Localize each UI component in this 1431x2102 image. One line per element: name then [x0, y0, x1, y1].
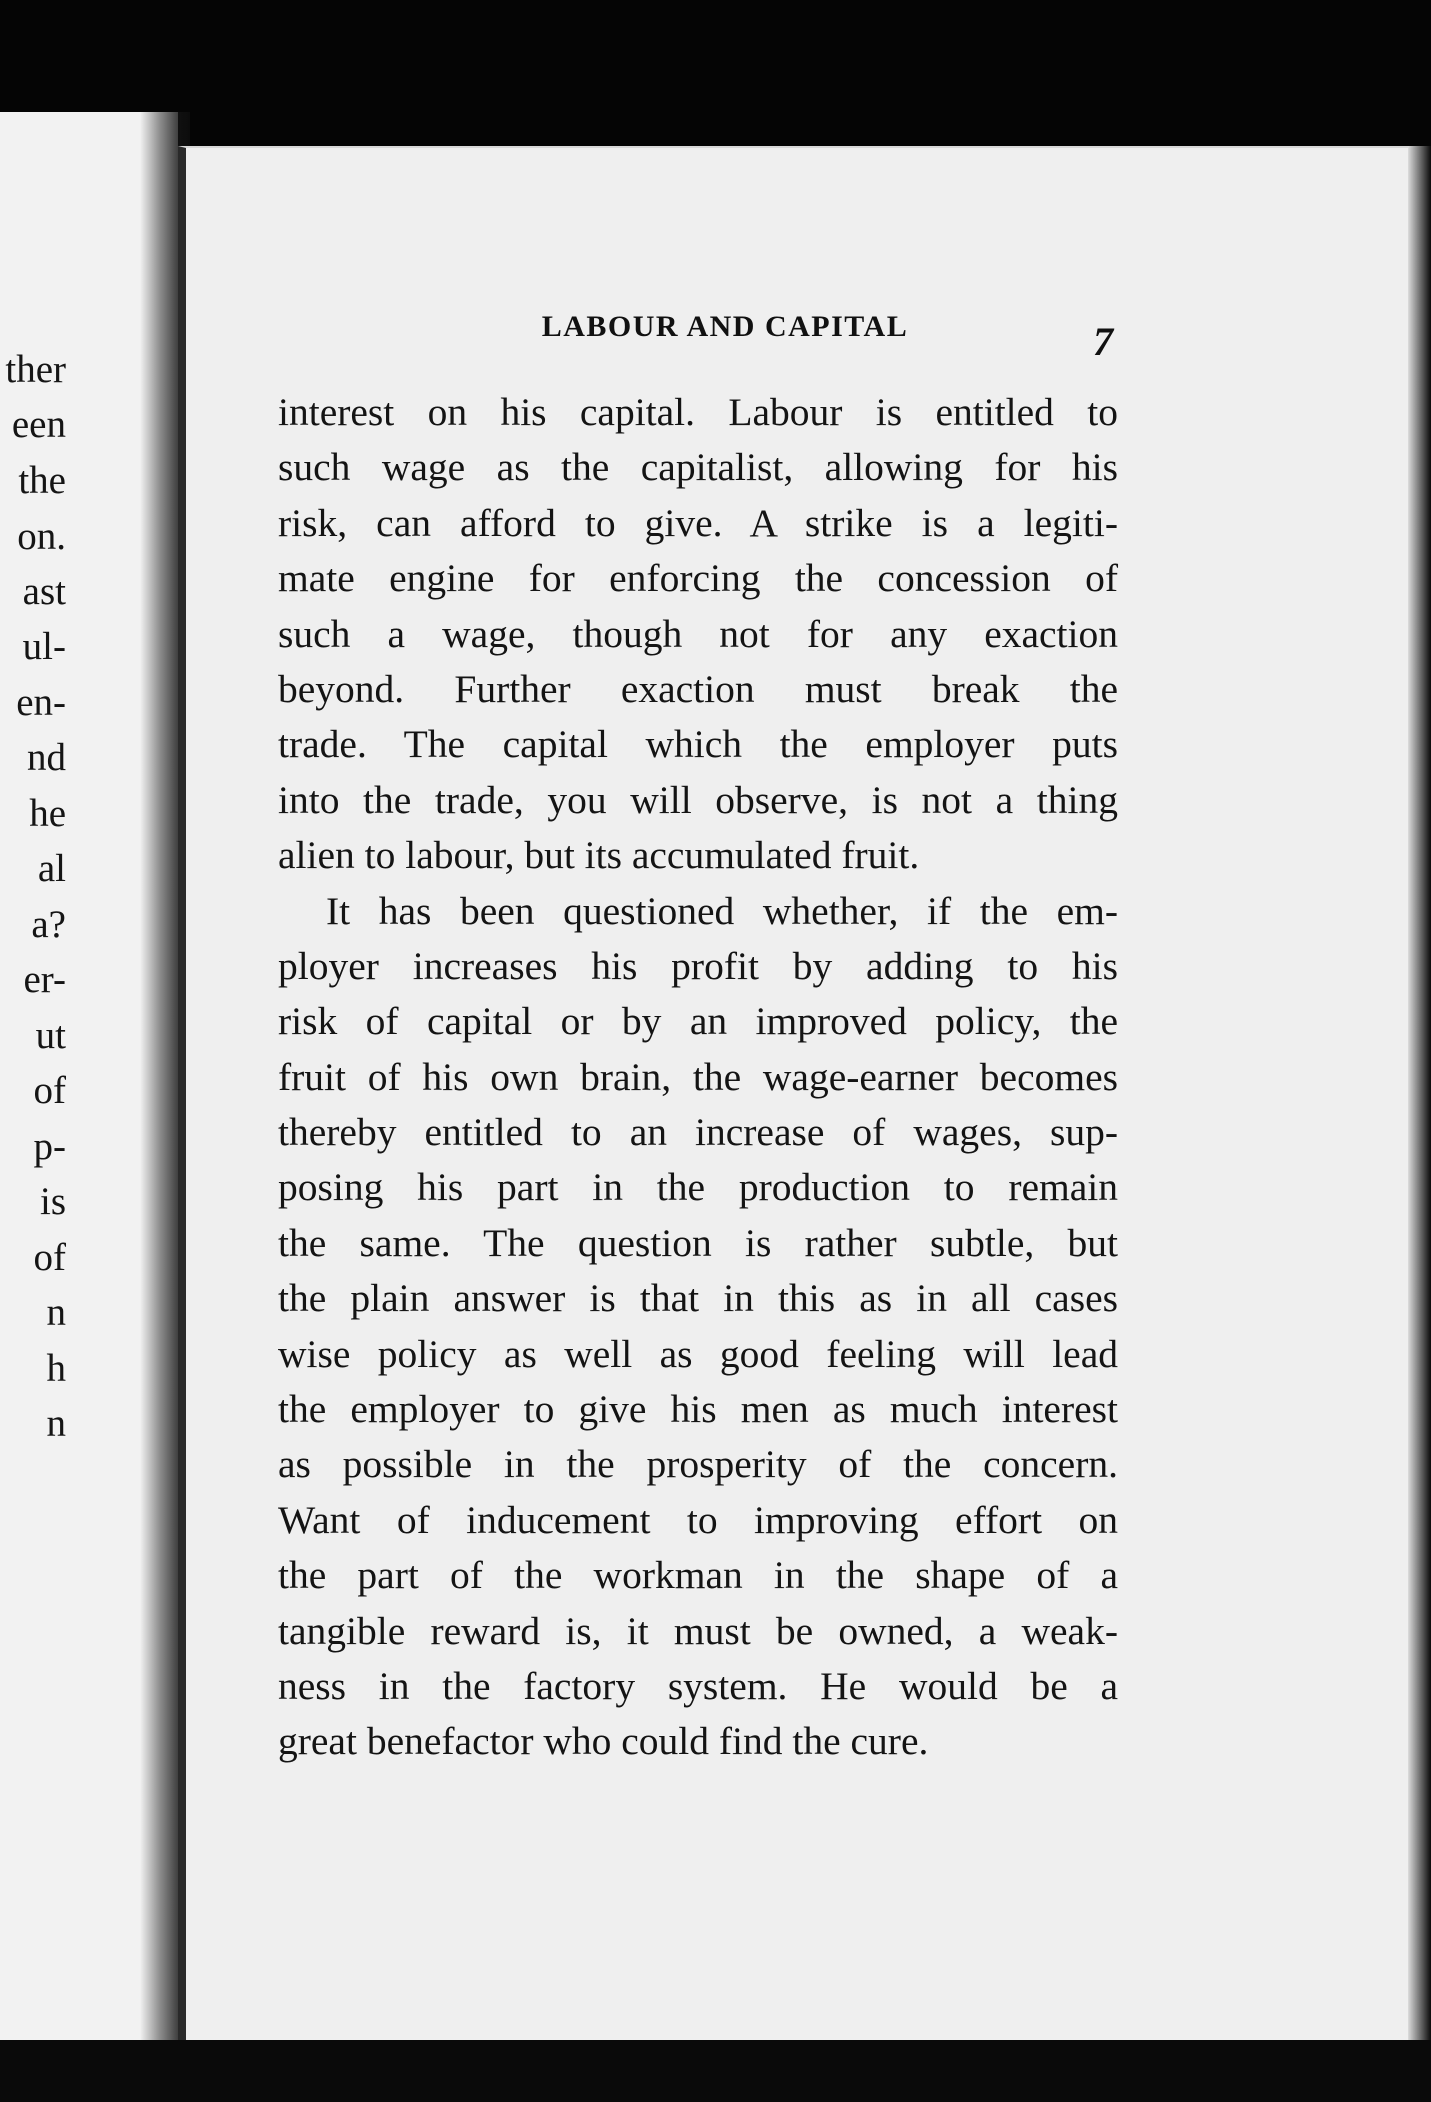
- scanner-background-top: [0, 0, 1431, 150]
- previous-page-fragment: al: [37, 847, 66, 890]
- paragraph: [278, 884, 1118, 1770]
- previous-page-fragment: ther: [5, 348, 66, 391]
- previous-page-fragment: a?: [31, 903, 66, 946]
- text-line: interest on his capital. Labour is entitled to: [278, 390, 1118, 434]
- text-line: great benefactor who could find the cure.: [278, 1719, 929, 1764]
- previous-page-fragment: en-: [16, 681, 66, 724]
- text-line: alien to labour, but its accumulated fruit.: [278, 833, 920, 878]
- previous-page-fragment: n: [46, 1291, 66, 1334]
- text-line: the part of the workman in the shape of a: [278, 1553, 1118, 1598]
- text-line: mate engine for enforcing the concession of: [278, 556, 1118, 601]
- text-line: as possible in the prosperity of the concern.: [278, 1442, 1118, 1487]
- text-line: posing his part in the production to remain: [278, 1165, 1118, 1210]
- previous-page-fragment: n: [46, 1402, 66, 1445]
- previous-page-fragment: p-: [33, 1125, 66, 1168]
- previous-page-fragment: is: [39, 1180, 66, 1223]
- previous-page-fragment: on.: [17, 515, 66, 558]
- previous-page-fragment: ast: [22, 570, 66, 613]
- text-line: risk, can afford to give. A strike is a legiti-: [278, 500, 1118, 545]
- previous-page-fragment: of: [33, 1069, 66, 1112]
- previous-page-fragment: the: [18, 459, 66, 502]
- body-text: [278, 385, 1118, 1770]
- text-line: tangible reward is, it must be owned, a weak-: [278, 1608, 1118, 1653]
- text-line: ness in the factory system. He would be a: [278, 1663, 1118, 1708]
- text-line: Want of inducement to improving effort on: [278, 1497, 1118, 1542]
- text-line: into the trade, you will observe, is not a thing: [278, 777, 1118, 822]
- previous-page-fragment: h: [46, 1347, 66, 1390]
- text-line: beyond. Further exaction must break the: [278, 666, 1118, 711]
- text-line: wise policy as well as good feeling will lead: [278, 1331, 1118, 1376]
- text-line: ployer increases his profit by adding to his: [278, 943, 1118, 988]
- text-line: the plain answer is that in this as in all cases: [278, 1276, 1118, 1321]
- page-edge-shadow: [1408, 146, 1431, 2041]
- text-line: risk of capital or by an improved policy, the: [278, 999, 1118, 1044]
- text-line: the same. The question is rather subtle, but: [278, 1220, 1118, 1265]
- previous-page-fragment: he: [29, 792, 66, 835]
- paragraph: [278, 385, 1118, 884]
- previous-page-fragment: een: [11, 403, 66, 446]
- previous-page-fragment: ul-: [22, 625, 66, 668]
- text-line: fruit of his own brain, the wage-earner becomes: [278, 1054, 1118, 1099]
- previous-page-fragment: er-: [23, 958, 66, 1001]
- previous-page-fragment: nd: [27, 736, 66, 779]
- text-line: such wage as the capitalist, allowing for his: [278, 445, 1118, 490]
- text-line: thereby entitled to an increase of wages, sup-: [278, 1110, 1118, 1155]
- running-head: LABOUR AND CAPITAL: [541, 310, 909, 343]
- text-line: such a wage, though not for any exaction: [278, 611, 1118, 656]
- scanner-background-bottom: [0, 2040, 1431, 2102]
- page-number: 7: [1093, 319, 1113, 364]
- text-line: trade. The capital which the employer puts: [278, 722, 1118, 767]
- previous-page-fragment: ut: [35, 1014, 66, 1057]
- text-line: It has been questioned whether, if the em-: [326, 888, 1118, 933]
- previous-page-fragment: of: [33, 1236, 66, 1279]
- text-line: the employer to give his men as much interest: [278, 1387, 1118, 1432]
